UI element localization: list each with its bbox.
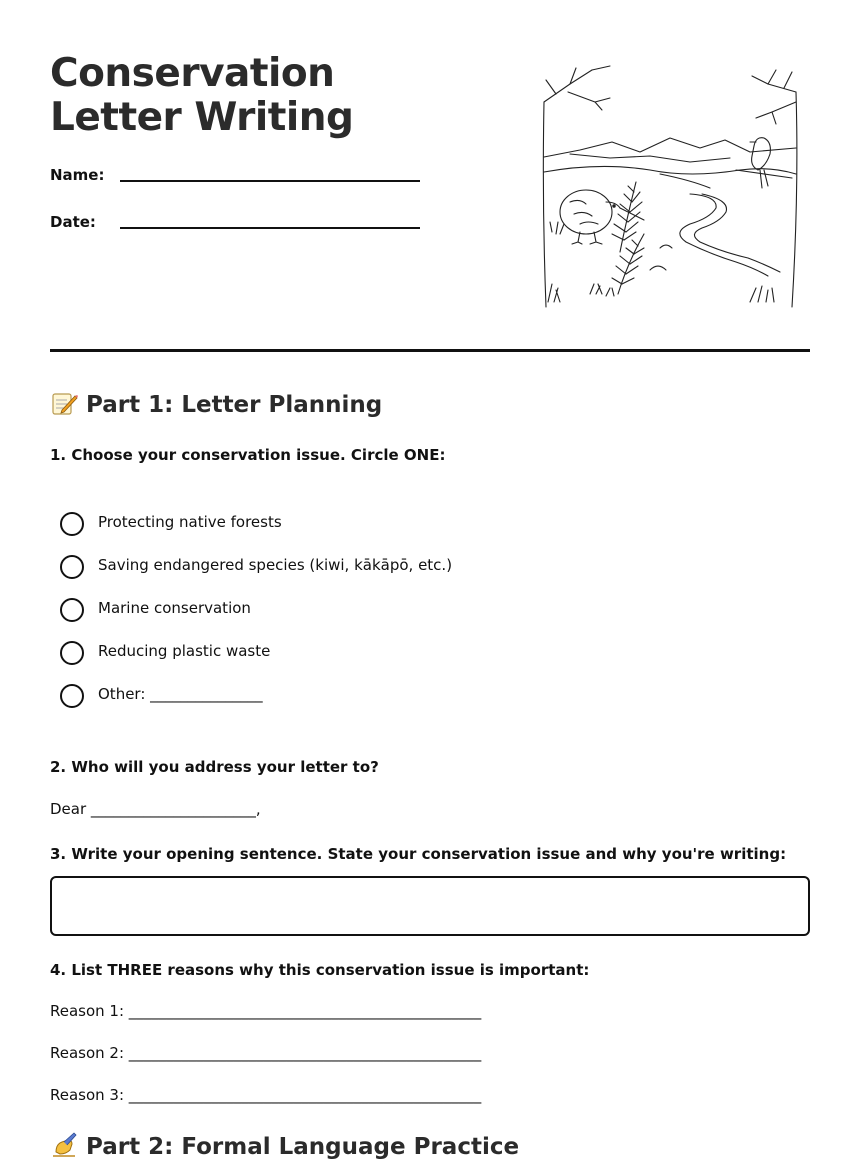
- option-label: Protecting native forests: [98, 513, 282, 531]
- option-label: Reducing plastic waste: [98, 642, 271, 660]
- option-label: Marine conservation: [98, 599, 251, 617]
- part2-heading: [50, 1132, 519, 1160]
- reason-3-line[interactable]: Reason 3: _______________________________________________: [50, 1086, 482, 1104]
- worksheet-page: [50, 0, 810, 1161]
- option-circle[interactable]: [60, 555, 84, 579]
- memo-icon: [50, 390, 78, 416]
- option-circle[interactable]: [60, 641, 84, 665]
- question-1-prompt: 1. Choose your conservation issue. Circle ONE:: [50, 446, 446, 464]
- date-field: [50, 213, 96, 231]
- page-title: Conservation Letter Writing: [50, 51, 354, 140]
- option-circle[interactable]: [60, 598, 84, 622]
- reason-1-line[interactable]: Reason 1: _______________________________________________: [50, 1002, 482, 1020]
- opening-sentence-box[interactable]: [50, 876, 810, 936]
- name-line[interactable]: [120, 180, 420, 182]
- option-label: Other: _______________: [98, 685, 263, 703]
- kiwi-landscape-illustration: [540, 62, 800, 312]
- writing-hand-icon: [50, 1132, 78, 1158]
- part1-heading: [50, 390, 382, 418]
- question-2-prompt: 2. Who will you address your letter to?: [50, 758, 379, 776]
- date-line[interactable]: [120, 227, 420, 229]
- option-circle[interactable]: [60, 512, 84, 536]
- question-3-prompt: 3. Write your opening sentence. State your conservation issue and why you're writing:: [50, 845, 787, 863]
- option-circle[interactable]: [60, 684, 84, 708]
- name-field: [50, 166, 104, 184]
- name-label: Name:: [50, 166, 105, 184]
- part2-heading-text: Part 2: Formal Language Practice: [86, 1134, 520, 1160]
- option-label: Saving endangered species (kiwi, kākāpō, etc.): [98, 556, 453, 574]
- date-label: Date:: [50, 213, 96, 231]
- question-4-prompt: 4. List THREE reasons why this conservation issue is important:: [50, 961, 590, 979]
- part1-heading-text: Part 1: Letter Planning: [86, 392, 383, 418]
- dear-line[interactable]: Dear ______________________,: [50, 800, 261, 818]
- header-divider: [50, 349, 810, 352]
- reason-2-line[interactable]: Reason 2: _______________________________________________: [50, 1044, 482, 1062]
